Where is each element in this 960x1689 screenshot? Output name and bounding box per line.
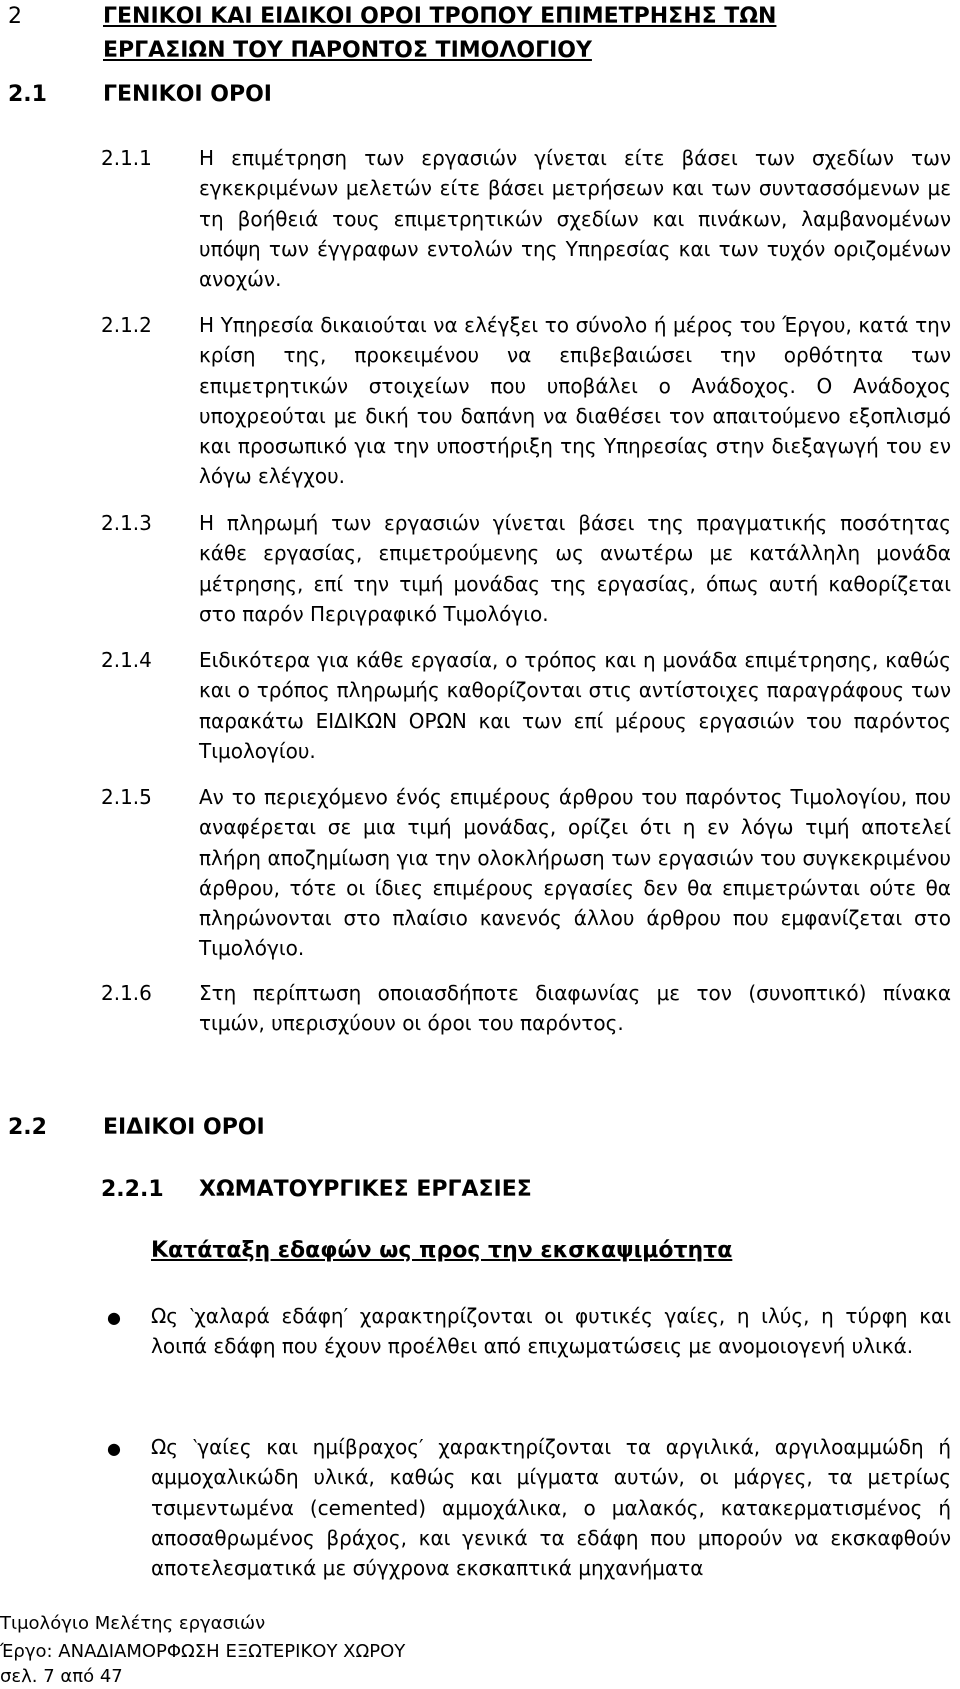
bullet-text: Ως ‵χαλαρά εδάφη′ χαρακτηρίζονται οι φυτικές γαίες, η ιλύς, η τύρφη και λοιπά εδάφη που έχουν προέλθει από επιχωματώσεις με ανομοιογενή υλικά.	[151, 1304, 951, 1359]
paragraph-number: 2.1.2	[101, 313, 152, 337]
paragraph-number: 2.1.5	[101, 785, 152, 809]
bullet-marker: ●	[107, 1308, 121, 1327]
footer-project-name: Έργο: ΑΝΑΔΙΑΜΟΡΦΩΣΗ ΕΞΩΤΕΡΙΚΟΥ ΧΩΡΟΥ	[0, 1641, 406, 1662]
paragraph-text: Ειδικότερα για κάθε εργασία, ο τρόπος και η μονάδα επιμέτρησης, καθώς και ο τρόπος πληρωμής καθορίζονται στις αντίστοιχες παραγράφους των παρακάτω ΕΙΔΙΚΩΝ ΟΡΩΝ και των επί μέρους εργασιών του παρόντος Τιμολογίου.	[199, 648, 951, 763]
subsection-number: 2.2.1	[101, 1177, 164, 1202]
paragraph-text: Η Υπηρεσία δικαιούται να ελέγξει το σύνολο ή μέρος του Έργου, κατά την κρίση της, προκειμένου να επιβεβαιώσει την ορθότητα των επιμετρητικών στοιχείων που υποβάλει ο Ανάδοχος. Ο Ανάδοχος υποχρεούται με δική του δαπάνη να διαθέσει τον απαιτούμενο εξοπλισμό και προσωπικό για την υποστήριξη της Υπηρεσίας στην διεξαγωγή του εν λόγω ελέγχου.	[199, 313, 951, 489]
paragraph-number: 2.1.4	[101, 648, 152, 672]
paragraph-number: 2.1.3	[101, 511, 152, 535]
bullet-text: Ως ‵γαίες και ημίβραχος′ χαρακτηρίζονται τα αργιλικά, αργιλοαμμώδη ή αμμοχαλικώδη υλικά, καθώς και μίγματα αυτών, οι μάργες, τα μετρίως τσιμεντωμένα (cemented) αμμοχάλικα, ο μαλακός, κατακερματισμένος ή αποσαθρωμένος βράχος, και γενικά τα εδάφη που μπορούν να εκσκαφθούν αποτελεσματικά με σύγχρονα εκσκαπτικά μηχανήματα	[151, 1435, 951, 1581]
paragraph-text: Στη περίπτωση οποιασδήποτε διαφωνίας με τον (συνοπτικό) πίνακα τιμών, υπερισχύουν οι όροι του παρόντος.	[199, 981, 951, 1036]
chapter-title: ΓΕΝΙΚΟΙ ΚΑΙ ΕΙΔΙΚΟΙ ΟΡΟΙ ΤΡΟΠΟΥ ΕΠΙΜΕΤΡΗΣΗΣ ΤΩΝ ΕΡΓΑΣΙΩΝ ΤΟΥ ΠΑΡΟΝΤΟΣ ΤΙΜΟΛΟΓΙΟΥ	[103, 4, 777, 63]
subsection-title: ΧΩΜΑΤΟΥΡΓΙΚΕΣ ΕΡΓΑΣΙΕΣ	[199, 1177, 532, 1202]
bullet-marker: ●	[107, 1439, 121, 1458]
section-number: 2.2	[8, 1115, 47, 1140]
paragraph-number: 2.1.6	[101, 981, 152, 1005]
paragraph-text: Αν το περιεχόμενο ένός επιμέρους άρθρου του παρόντος Τιμολογίου, που αναφέρεται σε μια τιμή μονάδας, ορίζει ότι η εν λόγω τιμή αποτελεί πλήρη αποζημίωση για την ολοκλήρωση των εργασιών του συγκεκριμένου άρθρου, τότε οι ίδιες επιμέρους εργασίες δεν θα επιμετρώνται ούτε θα πληρώνονται στο πλαίσιο κανενός άλλου άρθρου που εμφανίζεται στο Τιμολόγιο.	[199, 785, 951, 961]
footer-page-number: σελ. 7 από 47	[0, 1666, 123, 1687]
paragraph-text: Η πληρωμή των εργασιών γίνεται βάσει της πραγματικής ποσότητας κάθε εργασίας, επιμετρούμενης ως ανωτέρω με κατάλληλη μονάδα μέτρησης, επί την τιμή μονάδας της εργασίας, όπως αυτή καθορίζεται στο παρόν Περιγραφικό Τιμολόγιο.	[199, 511, 951, 626]
section-title: ΕΙΔΙΚΟΙ ΟΡΟΙ	[103, 1115, 265, 1140]
paragraph-number: 2.1.1	[101, 146, 152, 170]
section-number: 2.1	[8, 82, 47, 107]
section-title: ΓΕΝΙΚΟΙ ΟΡΟΙ	[103, 82, 272, 107]
classification-title: Κατάταξη εδαφών ως προς την εκσκαψιμότητα	[151, 1238, 733, 1263]
chapter-number: 2	[8, 4, 22, 29]
footer-document-title: Τιμολόγιο Μελέτης εργασιών	[0, 1613, 266, 1634]
paragraph-text: Η επιμέτρηση των εργασιών γίνεται είτε βάσει των σχεδίων των εγκεκριμένων μελετών είτε βάσει μετρήσεων και των συντασσόμενων με τη βοήθειά τους επιμετρητικών σχεδίων και πινάκων, λαμβανομένων υπόψη των έγγραφων εντολών της Υπηρεσίας και των τυχόν οριζομένων ανοχών.	[199, 146, 951, 292]
